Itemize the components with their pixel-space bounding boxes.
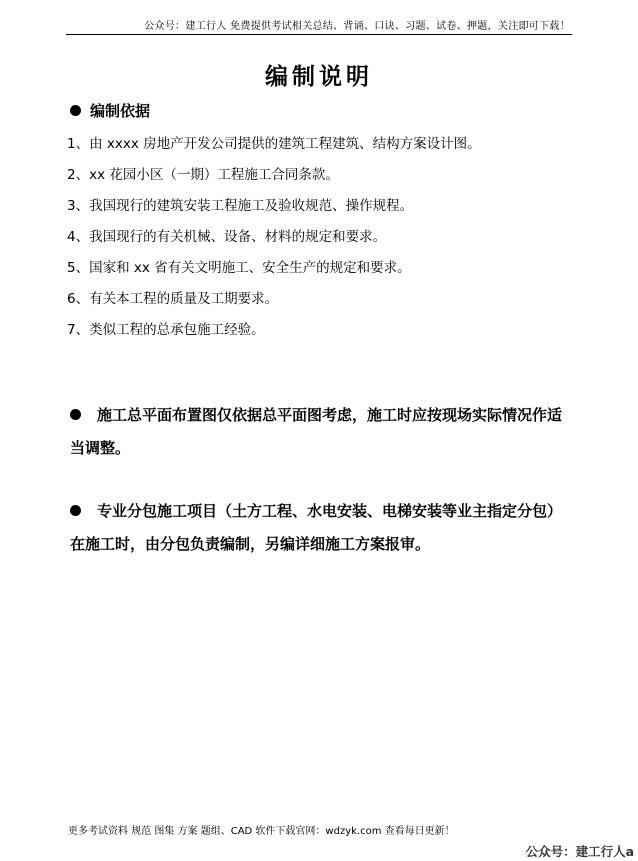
list-item: 2、xx 花园小区（一期）工程施工合同条款。 (67, 167, 339, 183)
page-title: 编制说明 (265, 63, 373, 90)
list-item: 7、类似工程的总承包施工经验。 (67, 322, 265, 338)
watermark-text: 公众号：建工行人a (525, 844, 634, 859)
list-item: 5、国家和 xx 省有关文明施工、安全生产的规定和要求。 (67, 260, 411, 276)
list-item: 3、我国现行的建筑安装工程施工及验收规范、操作规程。 (67, 198, 414, 214)
bullet-icon (70, 409, 81, 420)
section-heading-text: 编制依据 (90, 102, 151, 120)
page-header (66, 14, 572, 35)
bullet-icon (70, 105, 81, 116)
list-item: 4、我国现行的有关机械、设备、材料的规定和要求。 (67, 229, 387, 245)
section-heading (70, 100, 150, 121)
header-text: 公众号：建工行人 免费提供考试相关总结、背诵、口诀、习题、试卷、押题，关注即可下载！ (144, 21, 570, 32)
list-item: 1、由 xxxx 房地产开发公司提供的建筑工程建筑、结构方案设计图。 (67, 136, 481, 152)
note-paragraph-layout (70, 399, 570, 465)
list-item: 6、有关本工程的质量及工期要求。 (67, 291, 279, 307)
page-footer: 更多考试资料 规范 图集 方案 题组、CAD 软件下载官网：wdzyk.com 查看每日更新！ (68, 826, 455, 837)
note-paragraph-subcontract (70, 495, 570, 561)
basis-list (67, 133, 481, 350)
note-text: 施工总平面布置图仅依据总平面图考虑，施工时应按现场实际情况作适当调整。 (70, 406, 563, 457)
bullet-icon (70, 505, 81, 516)
note-text: 专业分包施工项目（土方工程、水电安装、电梯安装等业主指定分包）在施工时，由分包负责编制，另编详细施工方案报审。 (70, 502, 563, 553)
